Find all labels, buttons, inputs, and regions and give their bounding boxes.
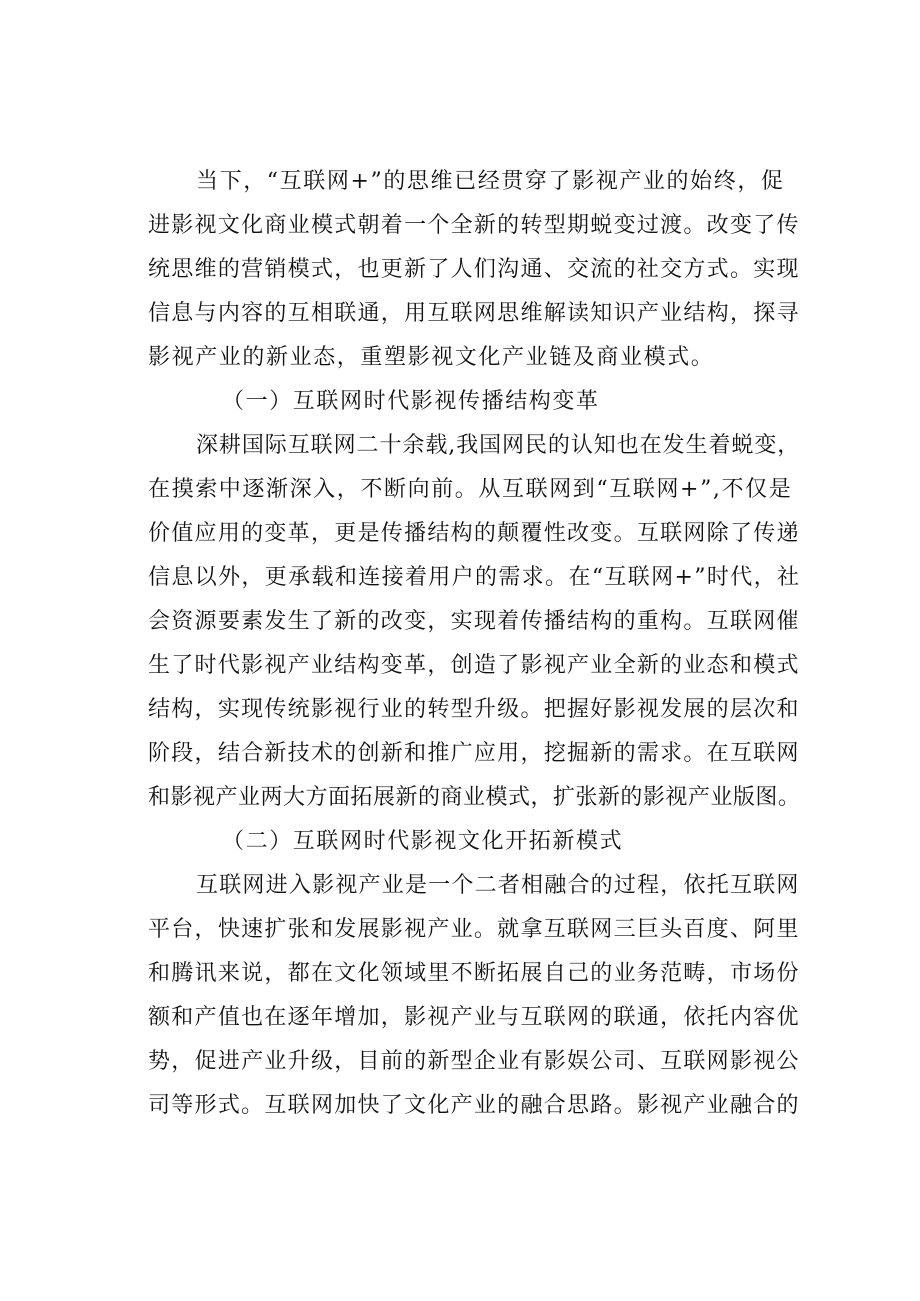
section-heading-2: （二）互联网时代影视文化开拓新模式 — [222, 829, 624, 854]
paragraph-2-line-1: 深耕国际互联网二十余载,我国网民的认知也在发生着蜕变， — [196, 433, 801, 458]
paragraph-3-line-3: 和腾讯来说，都在文化领域里不断拓展自己的业务范畴，市场份 — [148, 961, 800, 986]
paragraph-2-line-8: 阶段，结合新技术的创新和推广应用，挖掘新的需求。在互联网 — [148, 741, 800, 766]
paragraph-1-line-5: 影视产业的新业态，重塑影视文化产业链及商业模式。 — [148, 345, 715, 370]
paragraph-3-line-1: 互联网进入影视产业是一个二者相融合的过程，依托互联网 — [196, 873, 800, 898]
paragraph-2-line-2: 在摸索中逐渐深入，不断向前。从互联网到“互联网+”,不仅是 — [148, 477, 793, 502]
paragraph-2-line-3: 价值应用的变革，更是传播结构的颠覆性改变。互联网除了传递 — [148, 521, 800, 546]
paragraph-3-line-4: 额和产值也在逐年增加，影视产业与互联网的联通，依托内容优 — [148, 1005, 800, 1030]
paragraph-2-line-4: 信息以外，更承载和连接着用户的需求。在“互联网+”时代，社 — [148, 565, 801, 590]
paragraph-1-line-2: 进影视文化商业模式朝着一个全新的转型期蜕变过渡。改变了传 — [148, 213, 800, 238]
paragraph-3-line-6: 司等形式。互联网加快了文化产业的融合思路。影视产业融合的 — [148, 1093, 800, 1118]
section-heading-1: （一）互联网时代影视传播结构变革 — [222, 389, 600, 414]
paragraph-1-line-4: 信息与内容的互相联通，用互联网思维解读知识产业结构，探寻 — [148, 301, 800, 326]
paragraph-2-line-7: 结构，实现传统影视行业的转型升级。把握好影视发展的层次和 — [148, 697, 800, 722]
paragraph-2-line-6: 生了时代影视产业结构变革，创造了影视产业全新的业态和模式 — [148, 653, 800, 678]
paragraph-3-line-5: 势，促进产业升级，目前的新型企业有影娱公司、互联网影视公 — [148, 1049, 800, 1074]
paragraph-2-line-9: 和影视产业两大方面拓展新的商业模式，扩张新的影视产业版图。 — [148, 785, 801, 810]
paragraph-1-line-3: 统思维的营销模式，也更新了人们沟通、交流的社交方式。实现 — [148, 257, 800, 282]
paragraph-2-line-5: 会资源要素发生了新的改变，实现着传播结构的重构。互联网催 — [148, 609, 800, 634]
paragraph-3-line-2: 平台，快速扩张和发展影视产业。就拿互联网三巨头百度、阿里 — [148, 917, 800, 942]
paragraph-1-line-1: 当下，“互联网+”的思维已经贯穿了影视产业的始终，促 — [196, 169, 785, 194]
